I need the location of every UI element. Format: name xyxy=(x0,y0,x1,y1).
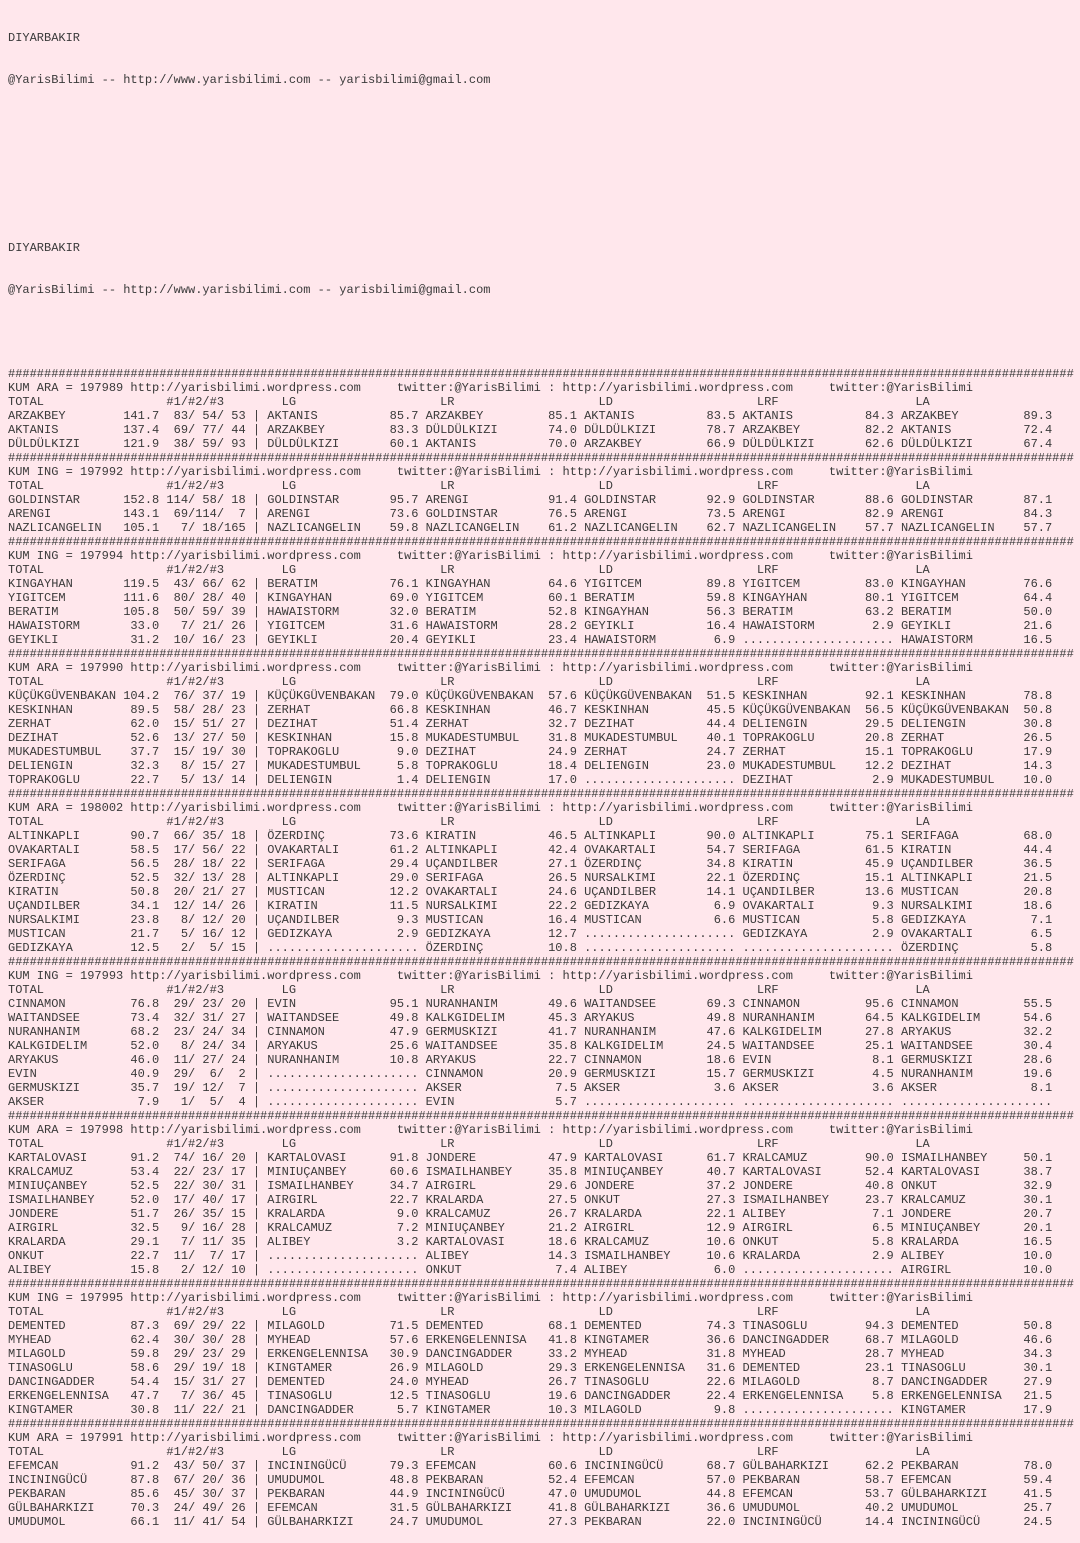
blank-line xyxy=(8,157,1080,171)
stat-row: TINASOGLU 58.6 29/ 19/ 18 | KINGTAMER 26.9 MILAGOLD 29.3 ERKENGELENNISA 31.6 DEMENTED 23.1 TINASOGLU 30.1 xyxy=(8,1361,1053,1375)
column-header-row: TOTAL #1/#2/#3 LG LR LD LRF LA xyxy=(8,1305,930,1319)
stat-row: INCININGÜCÜ 87.8 67/ 20/ 36 | UMUDUMOL 48.8 PEKBARAN 52.4 EFEMCAN 57.0 PEKBARAN 58.7 EFEMCAN 59.4 xyxy=(8,1473,1053,1487)
stat-row: PEKBARAN 85.6 45/ 30/ 37 | PEKBARAN 44.9 INCININGÜCÜ 47.0 UMUDUMOL 44.8 EFEMCAN 53.7 GÜLBAHARKIZI 41.5 xyxy=(8,1487,1053,1501)
stat-row: GOLDINSTAR 152.8 114/ 58/ 18 | GOLDINSTAR 95.7 ARENGI 91.4 GOLDINSTAR 92.9 GOLDINSTAR 88.6 GOLDINSTAR 87.1 xyxy=(8,493,1053,507)
stat-row: ARENGI 143.1 69/114/ 7 | ARENGI 73.6 GOLDINSTAR 76.5 ARENGI 73.5 ARENGI 82.9 ARENGI 84.3 xyxy=(8,507,1053,521)
stat-row: ARYAKUS 46.0 11/ 27/ 24 | NURANHANIM 10.8 ARYAKUS 22.7 CINNAMON 18.6 EVIN 8.1 GERMUSKIZI 28.6 xyxy=(8,1053,1053,1067)
contact-line: @YarisBilimi -- http://www.yarisbilimi.com -- yarisbilimi@gmail.com xyxy=(8,73,491,87)
stat-row: EVIN 40.9 29/ 6/ 2 | ..................... CINNAMON 20.9 GERMUSKIZI 15.7 GERMUSKIZI 4.5 NURANHANIM 19.6 xyxy=(8,1067,1053,1081)
stat-row: KINGAYHAN 119.5 43/ 66/ 62 | BERATIM 76.1 KINGAYHAN 64.6 YIGITCEM 89.8 YIGITCEM 83.0 KINGAYHAN 76.6 xyxy=(8,577,1053,591)
block-title: KUM ARA = 197991 http://yarisbilimi.wordpress.com twitter:@YarisBilimi : http://yarisbilimi.wordpress.com twitter:@YarisBilimi xyxy=(8,1431,973,1445)
block-title: KUM ARA = 198002 http://yarisbilimi.wordpress.com twitter:@YarisBilimi : http://yarisbilimi.wordpress.com twitter:@YarisBilimi xyxy=(8,801,973,815)
stat-row: HAWAISTORM 33.0 7/ 21/ 26 | YIGITCEM 31.6 HAWAISTORM 28.2 GEYIKLI 16.4 HAWAISTORM 2.9 GEYIKLI 21.6 xyxy=(8,619,1053,633)
stat-row: SERIFAGA 56.5 28/ 18/ 22 | SERIFAGA 29.4 UÇANDILBER 27.1 ÖZERDINÇ 34.8 KIRATIN 45.9 UÇANDILBER 36.5 xyxy=(8,857,1053,871)
stat-row: MINIUÇANBEY 52.5 22/ 30/ 31 | ISMAILHANBEY 34.7 AIRGIRL 29.6 JONDERE 37.2 JONDERE 40.8 ONKUT 32.9 xyxy=(8,1179,1053,1193)
block-title: KUM ING = 197993 http://yarisbilimi.wordpress.com twitter:@YarisBilimi : http://yarisbilimi.wordpress.com twitter:@YarisBilimi xyxy=(8,969,973,983)
stat-row: ZERHAT 62.0 15/ 51/ 27 | DEZIHAT 51.4 ZERHAT 32.7 DEZIHAT 44.4 DELIENGIN 29.5 DELIENGIN 30.8 xyxy=(8,717,1053,731)
stat-row: BERATIM 105.8 50/ 59/ 39 | HAWAISTORM 32.0 BERATIM 52.8 KINGAYHAN 56.3 BERATIM 63.2 BERATIM 50.0 xyxy=(8,605,1053,619)
stat-row: MILAGOLD 59.8 29/ 23/ 29 | ERKENGELENNISA 30.9 DANCINGADDER 33.2 MYHEAD 31.8 MYHEAD 28.7 MYHEAD 34.3 xyxy=(8,1347,1053,1361)
stat-row: ALTINKAPLI 90.7 66/ 35/ 18 | ÖZERDINÇ 73.6 KIRATIN 46.5 ALTINKAPLI 90.0 ALTINKAPLI 75.1 SERIFAGA 68.0 xyxy=(8,829,1053,843)
column-header-row: TOTAL #1/#2/#3 LG LR LD LRF LA xyxy=(8,395,930,409)
stat-row: DEZIHAT 52.6 13/ 27/ 50 | KESKINHAN 15.8 MUKADESTUMBUL 31.8 MUKADESTUMBUL 40.1 TOPRAKOGLU 20.8 ZERHAT 26.5 xyxy=(8,731,1053,745)
block-title: KUM ING = 197995 http://yarisbilimi.wordpress.com twitter:@YarisBilimi : http://yarisbilimi.wordpress.com twitter:@YarisBilimi xyxy=(8,1291,973,1305)
stat-row: GEYIKLI 31.2 10/ 16/ 23 | GEYIKLI 20.4 GEYIKLI 23.4 HAWAISTORM 6.9 ..................... HAWAISTORM 16.5 xyxy=(8,633,1053,647)
stat-row: ÖZERDINÇ 52.5 32/ 13/ 28 | ALTINKAPLI 29.0 SERIFAGA 26.5 NURSALKIMI 22.1 ÖZERDINÇ 15.1 ALTINKAPLI 21.5 xyxy=(8,871,1053,885)
blank-line xyxy=(8,325,1080,339)
stat-row: DEMENTED 87.3 69/ 29/ 22 | MILAGOLD 71.5 DEMENTED 68.1 DEMENTED 74.3 TINASOGLU 94.3 DEMENTED 50.8 xyxy=(8,1319,1053,1333)
block-title: KUM ING = 197994 http://yarisbilimi.wordpress.com twitter:@YarisBilimi : http://yarisbilimi.wordpress.com twitter:@YarisBilimi xyxy=(8,549,973,563)
separator-line: #################################################################################################################################################### xyxy=(8,1417,1074,1431)
blank-line xyxy=(8,115,1080,129)
blank-line xyxy=(8,199,1080,213)
stat-row: ONKUT 22.7 11/ 7/ 17 | ..................... ALIBEY 14.3 ISMAILHANBEY 10.6 KRALARDA 2.9 ALIBEY 10.0 xyxy=(8,1249,1053,1263)
stat-row: KÜÇÜKGÜVENBAKAN 104.2 76/ 37/ 19 | KÜÇÜKGÜVENBAKAN 79.0 KÜÇÜKGÜVENBAKAN 57.6 KÜÇÜKGÜVENBAKAN 51.5 KESKINHAN 92.1 KESKINHAN 78.8 xyxy=(8,689,1053,703)
stat-row: AKSER 7.9 1/ 5/ 4 | ..................... EVIN 5.7 ..................... ..................... ..................... xyxy=(8,1095,1053,1109)
block-title: KUM ARA = 197990 http://yarisbilimi.wordpress.com twitter:@YarisBilimi : http://yarisbilimi.wordpress.com twitter:@YarisBilimi xyxy=(8,661,973,675)
column-header-row: TOTAL #1/#2/#3 LG LR LD LRF LA xyxy=(8,479,930,493)
stat-row: MUSTICAN 21.7 5/ 16/ 12 | GEDIZKAYA 2.9 GEDIZKAYA 12.7 ..................... GEDIZKAYA 2.9 OVAKARTALI 6.5 xyxy=(8,927,1053,941)
column-header-row: TOTAL #1/#2/#3 LG LR LD LRF LA xyxy=(8,1445,930,1459)
separator-line: #################################################################################################################################################### xyxy=(8,955,1074,969)
separator-line: #################################################################################################################################################### xyxy=(8,787,1074,801)
separator-line: #################################################################################################################################################### xyxy=(8,367,1074,381)
stat-row: JONDERE 51.7 26/ 35/ 15 | KRALARDA 9.0 KRALCAMUZ 26.7 KRALARDA 22.1 ALIBEY 7.1 JONDERE 20.7 xyxy=(8,1207,1053,1221)
stat-row: KESKINHAN 89.5 58/ 28/ 23 | ZERHAT 66.8 KESKINHAN 46.7 KESKINHAN 45.5 KÜÇÜKGÜVENBAKAN 56.5 KÜÇÜKGÜVENBAKAN 50.8 xyxy=(8,703,1053,717)
stat-row: NURSALKIMI 23.8 8/ 12/ 20 | UÇANDILBER 9.3 MUSTICAN 16.4 MUSTICAN 6.6 MUSTICAN 5.8 GEDIZKAYA 7.1 xyxy=(8,913,1053,927)
stat-row: KRALCAMUZ 53.4 22/ 23/ 17 | MINIUÇANBEY 60.6 ISMAILHANBEY 35.8 MINIUÇANBEY 40.7 KARTALOVASI 52.4 KARTALOVASI 38.7 xyxy=(8,1165,1053,1179)
stat-row: DANCINGADDER 54.4 15/ 31/ 27 | DEMENTED 24.0 MYHEAD 26.7 TINASOGLU 22.6 MILAGOLD 8.7 DANCINGADDER 27.9 xyxy=(8,1375,1053,1389)
stat-row: KINGTAMER 30.8 11/ 22/ 21 | DANCINGADDER 5.7 KINGTAMER 10.3 MILAGOLD 9.8 ..................... KINGTAMER 17.9 xyxy=(8,1403,1053,1417)
stat-row: OVAKARTALI 58.5 17/ 56/ 22 | OVAKARTALI 61.2 ALTINKAPLI 42.4 OVAKARTALI 54.7 SERIFAGA 61.5 KIRATIN 44.4 xyxy=(8,843,1053,857)
report-blocks xyxy=(8,367,1080,1529)
block-title: KUM ARA = 197998 http://yarisbilimi.wordpress.com twitter:@YarisBilimi : http://yarisbilimi.wordpress.com twitter:@YarisBilimi xyxy=(8,1123,973,1137)
stat-row: UMUDUMOL 66.1 11/ 41/ 54 | GÜLBAHARKIZI 24.7 UMUDUMOL 27.3 PEKBARAN 22.0 INCININGÜCÜ 14.4 INCININGÜCÜ 24.5 xyxy=(8,1515,1053,1529)
separator-line: #################################################################################################################################################### xyxy=(8,451,1074,465)
separator-line: #################################################################################################################################################### xyxy=(8,1277,1074,1291)
stat-row: ARZAKBEY 141.7 83/ 54/ 53 | AKTANIS 85.7 ARZAKBEY 85.1 AKTANIS 83.5 AKTANIS 84.3 ARZAKBEY 89.3 xyxy=(8,409,1053,423)
stat-row: ISMAILHANBEY 52.0 17/ 40/ 17 | AIRGIRL 22.7 KRALARDA 27.5 ONKUT 27.3 ISMAILHANBEY 23.7 KRALCAMUZ 30.1 xyxy=(8,1193,1053,1207)
separator-line: #################################################################################################################################################### xyxy=(8,535,1074,549)
block-title: KUM ARA = 197989 http://yarisbilimi.wordpress.com twitter:@YarisBilimi : http://yarisbilimi.wordpress.com twitter:@YarisBilimi xyxy=(8,381,973,395)
stat-row: EFEMCAN 91.2 43/ 50/ 37 | INCININGÜCÜ 79.3 EFEMCAN 60.6 INCININGÜCÜ 68.7 GÜLBAHARKIZI 62.2 PEKBARAN 78.0 xyxy=(8,1459,1053,1473)
stat-row: KRALARDA 29.1 7/ 11/ 35 | ALIBEY 3.2 KARTALOVASI 18.6 KRALCAMUZ 10.6 ONKUT 5.8 KRALARDA 16.5 xyxy=(8,1235,1053,1249)
column-header-row: TOTAL #1/#2/#3 LG LR LD LRF LA xyxy=(8,815,930,829)
city-title-repeat: DIYARBAKIR xyxy=(8,241,81,255)
separator-line: #################################################################################################################################################### xyxy=(8,1109,1074,1123)
stat-row: GERMUSKIZI 35.7 19/ 12/ 7 | ..................... AKSER 7.5 AKSER 3.6 AKSER 3.6 AKSER 8.1 xyxy=(8,1081,1053,1095)
stat-row: DELIENGIN 32.3 8/ 15/ 27 | MUKADESTUMBUL 5.8 TOPRAKOGLU 18.4 DELIENGIN 23.0 MUKADESTUMBUL 12.2 DEZIHAT 14.3 xyxy=(8,759,1053,773)
separator-line: #################################################################################################################################################### xyxy=(8,647,1074,661)
column-header-row: TOTAL #1/#2/#3 LG LR LD LRF LA xyxy=(8,983,930,997)
stat-row: ERKENGELENNISA 47.7 7/ 36/ 45 | TINASOGLU 12.5 TINASOGLU 19.6 DANCINGADDER 22.4 ERKENGELENNISA 5.8 ERKENGELENNISA 21.5 xyxy=(8,1389,1053,1403)
stat-row: WAITANDSEE 73.4 32/ 31/ 27 | WAITANDSEE 49.8 KALKGIDELIM 45.3 ARYAKUS 49.8 NURANHANIM 64.5 KALKGIDELIM 54.6 xyxy=(8,1011,1053,1025)
stat-row: CINNAMON 76.8 29/ 23/ 20 | EVIN 95.1 NURANHANIM 49.6 WAITANDSEE 69.3 CINNAMON 95.6 CINNAMON 55.5 xyxy=(8,997,1053,1011)
stat-row: GEDIZKAYA 12.5 2/ 5/ 15 | ..................... ÖZERDINÇ 10.8 ..................... ..................... ÖZERDINÇ 5.8 xyxy=(8,941,1053,955)
stat-row: MUKADESTUMBUL 37.7 15/ 19/ 30 | TOPRAKOGLU 9.0 DEZIHAT 24.9 ZERHAT 24.7 ZERHAT 15.1 TOPRAKOGLU 17.9 xyxy=(8,745,1053,759)
stat-row: KIRATIN 50.8 20/ 21/ 27 | MUSTICAN 12.2 OVAKARTALI 24.6 UÇANDILBER 14.1 UÇANDILBER 13.6 MUSTICAN 20.8 xyxy=(8,885,1053,899)
stat-row: AKTANIS 137.4 69/ 77/ 44 | ARZAKBEY 83.3 DÜLDÜLKIZI 74.0 DÜLDÜLKIZI 78.7 ARZAKBEY 82.2 AKTANIS 72.4 xyxy=(8,423,1053,437)
stat-row: NURANHANIM 68.2 23/ 24/ 34 | CINNAMON 47.9 GERMUSKIZI 41.7 NURANHANIM 47.6 KALKGIDELIM 27.8 ARYAKUS 32.2 xyxy=(8,1025,1053,1039)
stat-row: ALIBEY 15.8 2/ 12/ 10 | ..................... ONKUT 7.4 ALIBEY 6.0 ..................... AIRGIRL 10.0 xyxy=(8,1263,1053,1277)
stat-row: NAZLICANGELIN 105.1 7/ 18/165 | NAZLICANGELIN 59.8 NAZLICANGELIN 61.2 NAZLICANGELIN 62.7 NAZLICANGELIN 57.7 NAZLICANGELIN 57.7 xyxy=(8,521,1053,535)
column-header-row: TOTAL #1/#2/#3 LG LR LD LRF LA xyxy=(8,675,930,689)
block-title: KUM ING = 197992 http://yarisbilimi.wordpress.com twitter:@YarisBilimi : http://yarisbilimi.wordpress.com twitter:@YarisBilimi xyxy=(8,465,973,479)
contact-line-repeat: @YarisBilimi -- http://www.yarisbilimi.com -- yarisbilimi@gmail.com xyxy=(8,283,491,297)
stat-row: KARTALOVASI 91.2 74/ 16/ 20 | KARTALOVASI 91.8 JONDERE 47.9 KARTALOVASI 61.7 KRALCAMUZ 90.0 ISMAILHANBEY 50.1 xyxy=(8,1151,1053,1165)
stat-row: UÇANDILBER 34.1 12/ 14/ 26 | KIRATIN 11.5 NURSALKIMI 22.2 GEDIZKAYA 6.9 OVAKARTALI 9.3 NURSALKIMI 18.6 xyxy=(8,899,1053,913)
stat-row: AIRGIRL 32.5 9/ 16/ 28 | KRALCAMUZ 7.2 MINIUÇANBEY 21.2 AIRGIRL 12.9 AIRGIRL 6.5 MINIUÇANBEY 20.1 xyxy=(8,1221,1053,1235)
stat-row: DÜLDÜLKIZI 121.9 38/ 59/ 93 | DÜLDÜLKIZI 60.1 AKTANIS 70.0 ARZAKBEY 66.9 DÜLDÜLKIZI 62.6 DÜLDÜLKIZI 67.4 xyxy=(8,437,1053,451)
stat-row: KALKGIDELIM 52.0 8/ 24/ 34 | ARYAKUS 25.6 WAITANDSEE 35.8 KALKGIDELIM 24.5 WAITANDSEE 25.1 WAITANDSEE 30.4 xyxy=(8,1039,1053,1053)
stat-row: YIGITCEM 111.6 80/ 28/ 40 | KINGAYHAN 69.0 YIGITCEM 60.1 BERATIM 59.8 KINGAYHAN 80.1 YIGITCEM 64.4 xyxy=(8,591,1053,605)
column-header-row: TOTAL #1/#2/#3 LG LR LD LRF LA xyxy=(8,1137,930,1151)
stat-row: TOPRAKOGLU 22.7 5/ 13/ 14 | DELIENGIN 1.4 DELIENGIN 17.0 ..................... DEZIHAT 2.9 MUKADESTUMBUL 10.0 xyxy=(8,773,1053,787)
column-header-row: TOTAL #1/#2/#3 LG LR LD LRF LA xyxy=(8,563,930,577)
stat-row: MYHEAD 62.4 30/ 30/ 28 | MYHEAD 57.6 ERKENGELENNISA 41.8 KINGTAMER 36.6 DANCINGADDER 68.7 MILAGOLD 46.6 xyxy=(8,1333,1053,1347)
stat-row: GÜLBAHARKIZI 70.3 24/ 49/ 26 | EFEMCAN 31.5 GÜLBAHARKIZI 41.8 GÜLBAHARKIZI 36.6 UMUDUMOL 40.2 UMUDUMOL 25.7 xyxy=(8,1501,1053,1515)
city-title: DIYARBAKIR xyxy=(8,31,81,45)
